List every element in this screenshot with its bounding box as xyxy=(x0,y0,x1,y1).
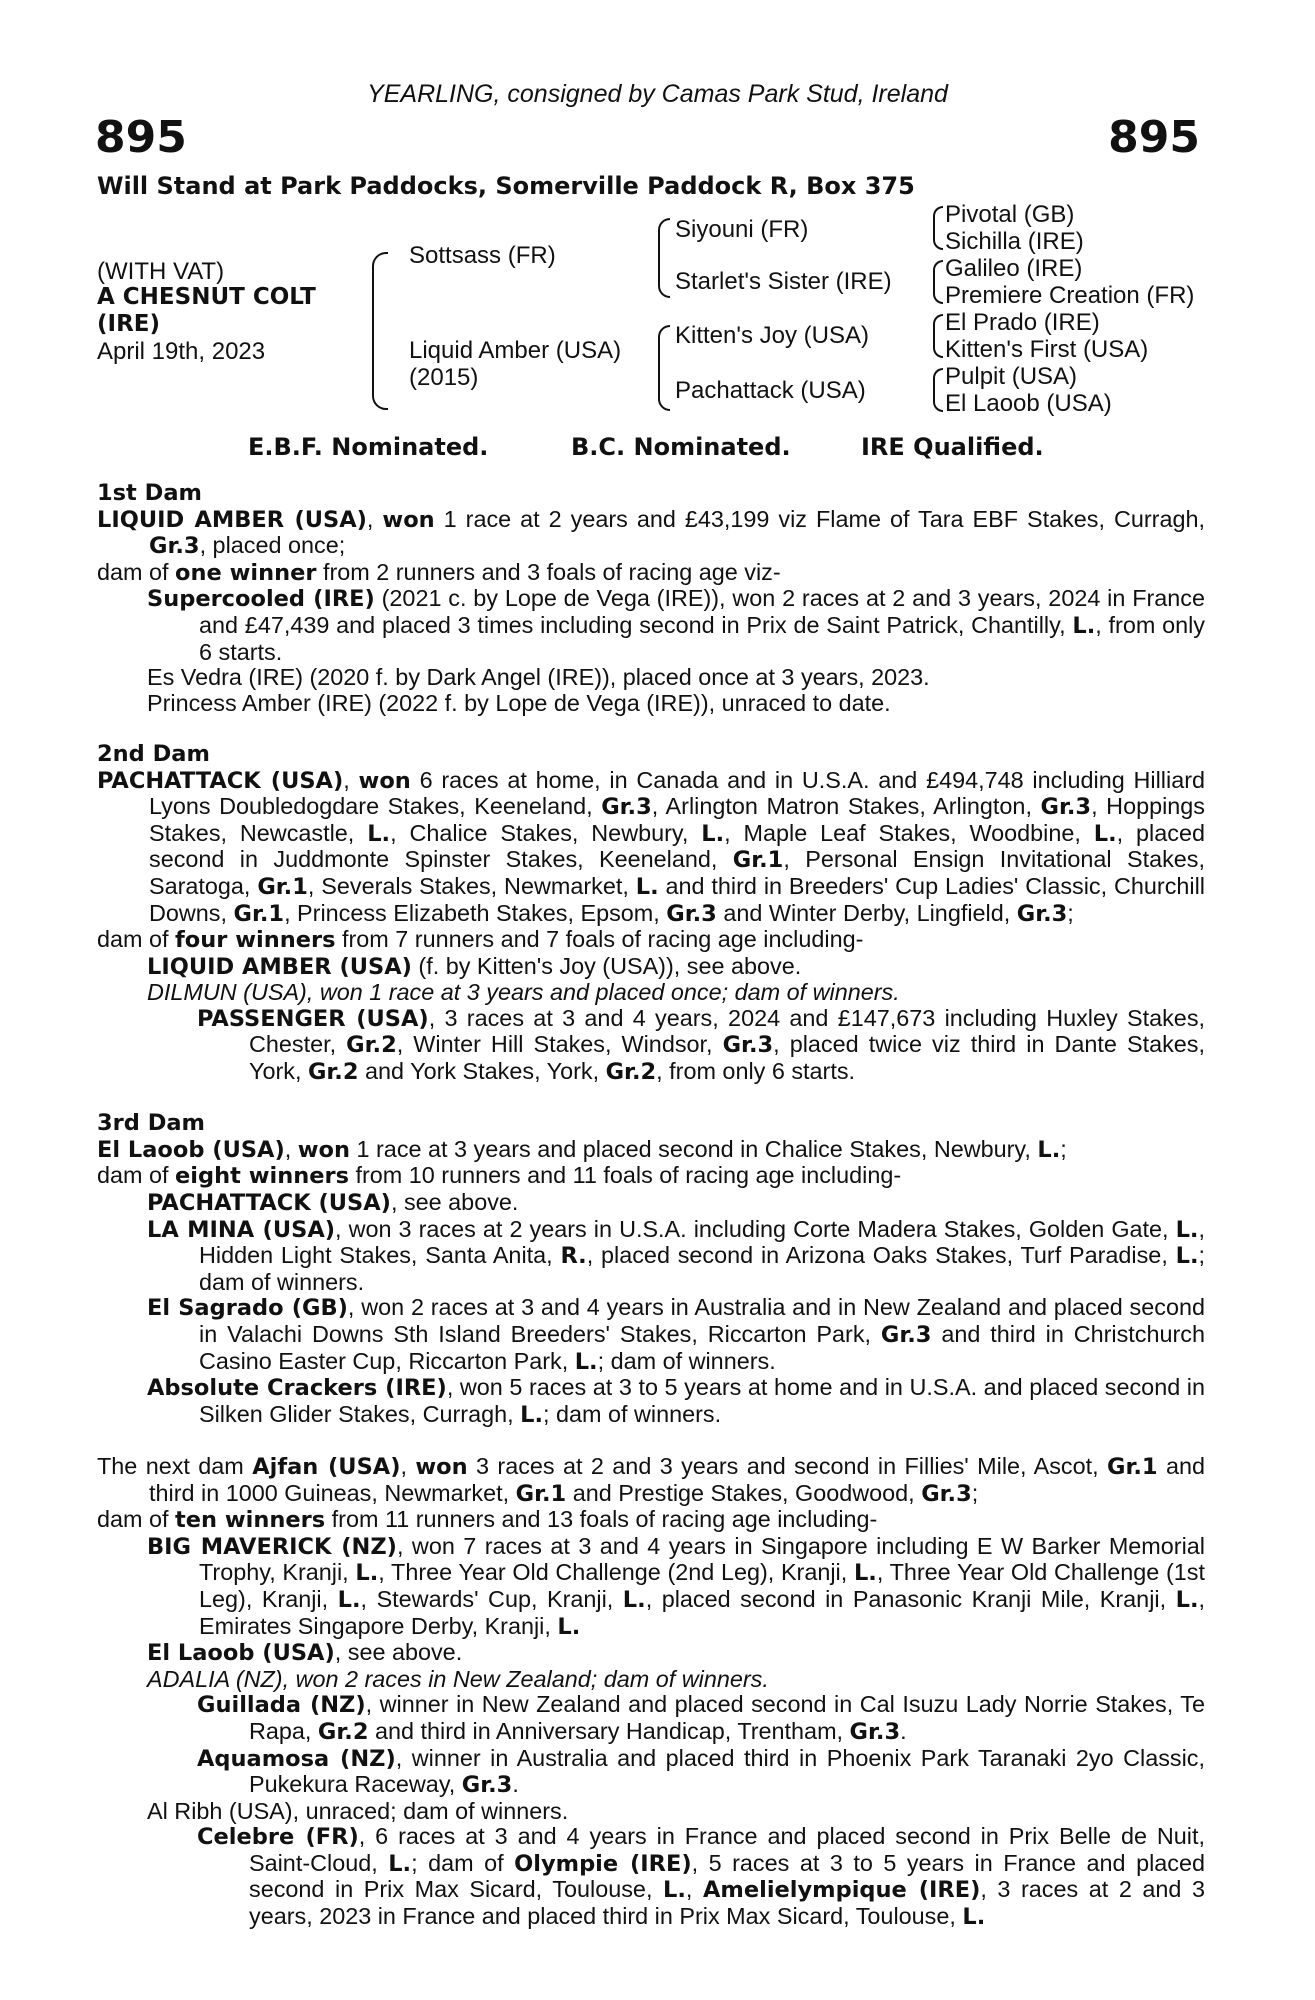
ire-qualified: IRE Qualified. xyxy=(861,433,1044,461)
next-dam-foal-3: ADALIA (NZ), won 2 races in New Zealand; dam of winners. xyxy=(147,1665,769,1692)
pedigree-g8: El Laoob (USA) xyxy=(945,390,1112,417)
pedigree-bracket-g3 xyxy=(933,314,943,358)
pedigree-sire-sire: Siyouni (FR) xyxy=(675,216,809,243)
next-dam-grandfoal-2: Aquamosa (NZ), winner in Australia and placed third in Phoenix Park Taranaki 2yo Classic, Pukekura Raceway, Gr.3. xyxy=(197,1744,1205,1799)
second-dam-grandfoal-1: PASSENGER (USA), 3 races at 3 and 4 years, 2024 and £147,673 including Huxley Stakes, Chester, Gr.2, Winter Hill Stakes, Windsor, Gr.3, placed twice viz third in Dante Stakes, York, Gr.2 and York Stakes, York, Gr.2, from only 6 starts. xyxy=(197,1004,1206,1086)
third-dam-foal-1: PACHATTACK (USA), see above. xyxy=(147,1189,519,1217)
pedigree-dam: Liquid Amber (USA) xyxy=(409,337,622,364)
next-dam-produce-summary: dam of ten winners from 11 runners and 13 foals of racing age including- xyxy=(97,1506,878,1534)
consignment-line: YEARLING, consigned by Camas Park Stud, Ireland xyxy=(367,80,948,108)
pedigree-g2: Sichilla (IRE) xyxy=(945,228,1084,255)
first-dam-foal-1: Supercooled (IRE) (2021 c. by Lope de Vega (IRE)), won 2 races at 2 and 3 years, 2024 in France and £47,439 and placed 3 times including second in Prix de Saint Patrick, Chantilly, L., from only 6 starts. xyxy=(147,585,1205,665)
next-dam-foal-2: El Laoob (USA), see above. xyxy=(147,1639,463,1667)
first-dam-foal-2: Es Vedra (IRE) (2020 f. by Dark Angel (IRE)), placed once at 3 years, 2023. xyxy=(147,664,930,691)
lot-number-left: 895 xyxy=(95,112,187,163)
pedigree-sire-dam: Starlet's Sister (IRE) xyxy=(675,268,892,295)
next-dam-foal-1: BIG MAVERICK (NZ), won 7 races at 3 and 4 years in Singapore including E W Barker Memorial Trophy, Kranji, L., Three Year Old Challenge (2nd Leg), Kranji, L., Three Year Old Challenge (1st Leg), Kranji, L., Stewards' Cup, Kranji, L., placed second in Panasonic Kranji Mile, Kranji, L., Emirates Singapore Derby, Kranji, L. xyxy=(147,1532,1205,1640)
bc-nominated: B.C. Nominated. xyxy=(571,433,791,461)
next-dam-grandfoal-1: Guillada (NZ), winner in New Zealand and placed second in Cal Isuzu Lady Norrie Stakes, Te Rapa, Gr.2 and third in Anniversary Handicap, Trentham, Gr.3. xyxy=(197,1691,1205,1745)
pedigree-bracket-main xyxy=(372,252,388,410)
pedigree-sire: Sottsass (FR) xyxy=(409,242,556,269)
lot-number-right: 895 xyxy=(1108,112,1200,163)
second-dam-foal-2: DILMUN (USA), won 1 race at 3 years and placed once; dam of winners. xyxy=(147,979,900,1006)
second-dam-para: PACHATTACK (USA), won 6 races at home, in Canada and in U.S.A. and £494,748 including Hilliard Lyons Doubledogdare Stakes, Keeneland, Gr.3, Arlington Matron Stakes, Arlington, Gr.3, Hoppings Stakes, Newcastle, L., Chalice Stakes, Newbury, L., Maple Leaf Stakes, Woodbine, L., placed second in Juddmonte Spinster Stakes, Keeneland, Gr.1, Personal Ensign Invitational Stakes, Saratoga, Gr.1, Severals Stakes, Newmarket, L. and third in Breeders' Cup Ladies' Classic, Churchill Downs, Gr.1, Princess Elizabeth Stakes, Epsom, Gr.3 and Winter Derby, Lingfield, Gr.3; xyxy=(97,766,1206,927)
third-dam-foal-3: El Sagrado (GB), won 2 races at 3 and 4 years in Australia and in New Zealand and placed second in Valachi Downs Sth Island Breeders' Stakes, Riccarton Park, Gr.3 and third in Christchurch Casino Easter Cup, Riccarton Park, L.; dam of winners. xyxy=(147,1294,1206,1375)
stand-info: Will Stand at Park Paddocks, Somerville Paddock R, Box 375 xyxy=(97,172,915,200)
horse-name-country: (IRE) xyxy=(97,311,161,337)
pedigree-g1: Pivotal (GB) xyxy=(945,201,1075,228)
ebf-nominated: E.B.F. Nominated. xyxy=(248,433,489,461)
third-dam-foal-2: LA MINA (USA), won 3 races at 2 years in U.S.A. including Corte Madera Stakes, Golden Gate, L., Hidden Light Stakes, Santa Anita, R., placed second in Arizona Oaks Stakes, Turf Paradise, L.; dam of winners. xyxy=(147,1215,1205,1295)
second-dam-heading: 2nd Dam xyxy=(97,740,210,767)
pedigree-dam-dam: Pachattack (USA) xyxy=(675,377,866,404)
third-dam-foal-4: Absolute Crackers (IRE), won 5 races at 3 to 5 years at home and in U.S.A. and placed second in Silken Glider Stakes, Curragh, L.; dam of winners. xyxy=(147,1374,1206,1428)
pedigree-bracket-g1 xyxy=(933,206,943,250)
first-dam-para: LIQUID AMBER (USA), won 1 race at 2 years and £43,199 viz Flame of Tara EBF Stakes, Curragh, Gr.3, placed once; xyxy=(97,505,1205,560)
vat-note: (WITH VAT) xyxy=(97,258,225,285)
produce-record xyxy=(97,481,1205,1931)
next-dam-para: The next dam Ajfan (USA), won 3 races at 2 and 3 years and second in Fillies' Mile, Ascot, Gr.1 and third in 1000 Guineas, Newmarket, Gr.1 and Prestige Stakes, Goodwood, Gr.3; xyxy=(97,1452,1206,1507)
third-dam-produce-summary: dam of eight winners from 10 runners and 11 foals of racing age including- xyxy=(97,1162,902,1190)
foaling-date: April 19th, 2023 xyxy=(97,338,266,365)
next-dam-grandfoal-3: Celebre (FR), 6 races at 3 and 4 years in France and placed second in Prix Belle de Nuit, Saint-Cloud, L.; dam of Olympie (IRE), 5 races at 3 to 5 years in France and placed second in Prix Max Sicard, Toulouse, L., Amelielympique (IRE), 3 races at 2 and 3 years, 2023 in France and placed third in Prix Max Sicard, Toulouse, L. xyxy=(197,1823,1206,1931)
pedigree-bracket-dam xyxy=(658,325,670,411)
pedigree-g5: El Prado (IRE) xyxy=(945,309,1100,336)
second-dam-produce-summary: dam of four winners from 7 runners and 7 foals of racing age including- xyxy=(97,926,864,954)
first-dam-foal-3: Princess Amber (IRE) (2022 f. by Lope de Vega (IRE)), unraced to date. xyxy=(147,689,891,716)
pedigree-g4: Premiere Creation (FR) xyxy=(945,282,1195,309)
third-dam-heading: 3rd Dam xyxy=(97,1110,205,1137)
pedigree-g7: Pulpit (USA) xyxy=(945,363,1078,390)
second-dam-foal-1: LIQUID AMBER (USA) (f. by Kitten's Joy (USA)), see above. xyxy=(147,952,802,980)
pedigree-dam-sire: Kitten's Joy (USA) xyxy=(675,322,869,349)
pedigree-bracket-g4 xyxy=(933,368,943,412)
pedigree-g3: Galileo (IRE) xyxy=(945,255,1083,282)
third-dam-para: El Laoob (USA), won 1 race at 3 years and placed second in Chalice Stakes, Newbury, L.; xyxy=(97,1135,1067,1163)
first-dam-heading: 1st Dam xyxy=(97,480,202,506)
next-dam-foal-4: Al Ribh (USA), unraced; dam of winners. xyxy=(147,1797,569,1824)
pedigree-bracket-sire xyxy=(658,218,670,298)
pedigree-g6: Kitten's First (USA) xyxy=(945,336,1149,363)
pedigree-dam-year: (2015) xyxy=(409,364,479,391)
first-dam-produce-summary: dam of one winner from 2 runners and 3 foals of racing age viz- xyxy=(97,558,781,586)
horse-name: A CHESNUT COLT xyxy=(97,284,316,310)
pedigree-bracket-g2 xyxy=(933,260,943,304)
